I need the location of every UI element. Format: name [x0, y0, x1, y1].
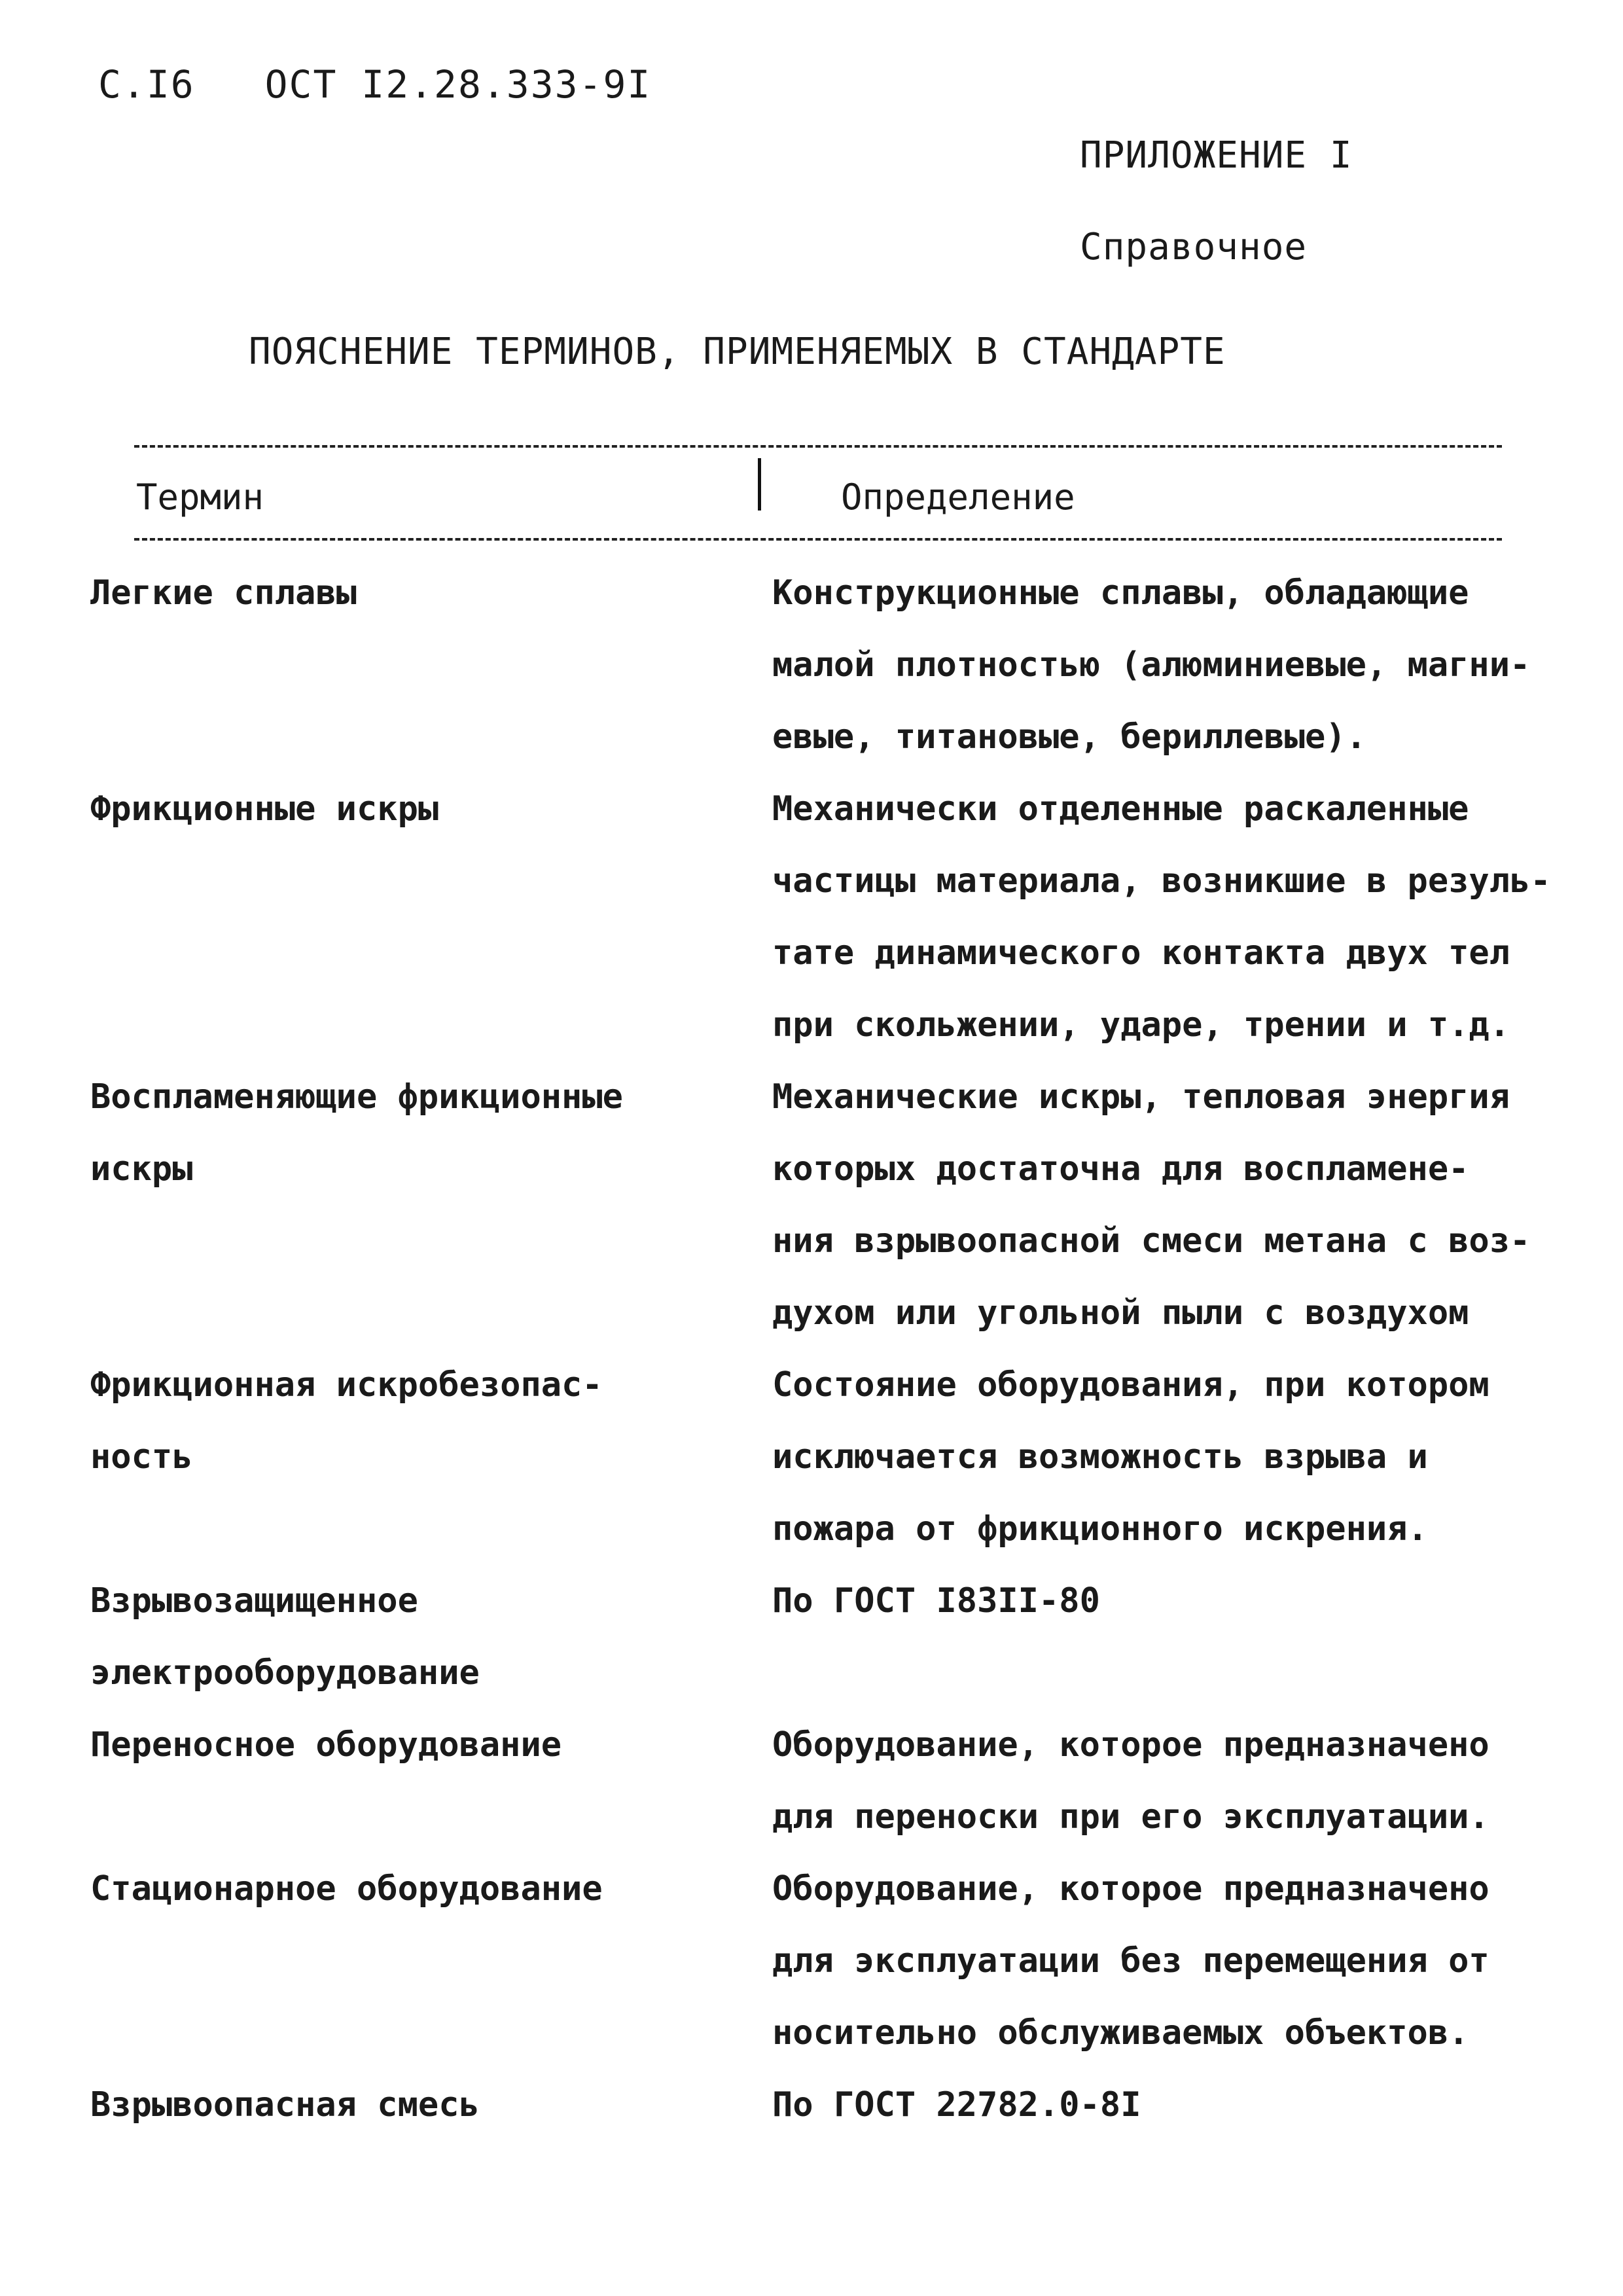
appendix-label: ПРИЛОЖЕНИЕ І	[1080, 134, 1353, 177]
page-number: С.І6	[98, 62, 195, 107]
column-header-term: Термин	[136, 476, 264, 518]
term-cell: Взрывозащищенное электрооборудование	[90, 1581, 480, 1693]
standard-code: ОСТ І2.28.333-9І	[264, 62, 652, 107]
term-cell: Фрикционная искробезопас- ность	[90, 1365, 603, 1477]
definition-cell: Оборудование, которое предназначено для переноски при его эксплуатации.	[772, 1725, 1489, 1837]
term-cell: Воспламеняющие фрикционные искры	[90, 1077, 623, 1189]
term-cell: Переносное оборудование	[90, 1725, 562, 1765]
appendix-status: Справочное	[1080, 226, 1308, 268]
definition-cell: По ГОСТ 22782.0-8І	[772, 2085, 1141, 2125]
definition-cell: Оборудование, которое предназначено для эксплуатации без перемещения от носительно обслуживаемых объектов.	[772, 1869, 1489, 2053]
definition-cell: Состояние оборудования, при котором исключается возможность взрыва и пожара от фрикционного искрения.	[772, 1365, 1489, 1549]
definition-cell: Конструкционные сплавы, обладающие малой плотностью (алюминиевые, магни- евые, титановые, бериллевые).	[772, 573, 1531, 757]
document-title: ПОЯСНЕНИЕ ТЕРМИНОВ, ПРИМЕНЯЕМЫХ В СТАНДАРТЕ	[249, 331, 1226, 373]
term-cell: Фрикционные искры	[90, 789, 439, 829]
term-cell: Легкие сплавы	[90, 573, 357, 613]
term-cell: Взрывоопасная смесь	[90, 2085, 480, 2125]
definition-cell: Механические искры, тепловая энергия которых достаточна для воспламене- ния взрывоопасной смеси метана с воз- духом или угольной пыли с воздухом	[772, 1077, 1531, 1333]
term-cell: Стационарное оборудование	[90, 1869, 603, 1909]
definition-cell: По ГОСТ І83ІІ-80	[772, 1581, 1100, 1621]
column-header-definition: Определение	[841, 476, 1075, 518]
definition-cell: Механически отделенные раскаленные частицы материала, возникшие в резуль- тате динамического контакта двух тел при скольжении, ударе, трении и т.д.	[772, 789, 1551, 1045]
